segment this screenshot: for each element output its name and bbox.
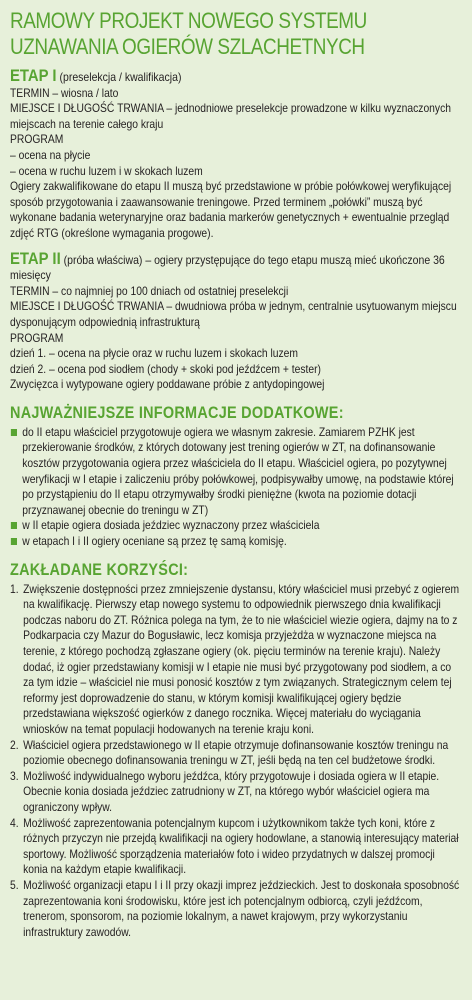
list-item-text: do II etapu właściciel przygotowuje ogiera we własnym zakresie. Zamiarem PZHK jest przekierowanie środków, z których dotowany jest trening ogierów w ZT, na dofinansowanie kosztów przygotowania ogiera przez właściciela do II etapu. Właściciel ogiera, po pozytywnej weryfikacji w I etapie i zaliczeniu próby połówkowej, podpisywałby umowę, na podstawie której po przystąpieniu do II etapu otrzymywałby środki pieniężne (kwota na poziomie dotacji przyznawanej obecnie do treningu w ZT) <box>22 424 454 517</box>
list-item <box>10 769 460 816</box>
benefits-list <box>10 582 460 941</box>
item-number: 5. <box>10 877 19 892</box>
etap-2-day-1: dzień 1. – ocena na płycie oraz w ruchu luzem i skokach luzem <box>10 346 299 361</box>
etap-1-program-item: – ocena w ruchu luzem i w skokach luzem <box>10 163 203 178</box>
etap-1-note: Ogiery zakwalifikowane do etapu II muszą być przedstawione w próbie połówkowej weryfikującej sposób przygotowania i zaawansowanie treningowe. Przed terminem „połówki” muszą być wykonane badania weterynaryjne oraz badania markerów genetycznych + ewentualnie przegląd zdjęć RTG (określone wymagania progowe). <box>10 179 452 240</box>
etap-1-label: ETAP I <box>10 66 57 85</box>
etap-2-day-2: dzień 2. – ocena pod siodłem (chody + skoki pod jeźdźcem + tester) <box>10 361 321 376</box>
info-section <box>10 403 460 550</box>
etap-2-program-label: PROGRAM <box>10 330 64 345</box>
etap-2-miejsce: MIEJSCE I DŁUGOŚĆ TRWANIA – dwudniowa próba w jednym, centralnie usytuowanym miejscu dysponującym odpowiednią infrastrukturą <box>10 299 457 329</box>
etap-2-label: ETAP II <box>10 248 61 268</box>
item-number: 2. <box>10 737 19 752</box>
square-bullet-icon <box>11 429 17 436</box>
list-item-text: Właściciel ogiera przedstawionego w II etapie otrzymuje dofinansowanie kosztów treningu na poziomie obecnego dofinansowania treningu w ZT, jeśli będą na ten cel budżetowe środki. <box>23 737 449 768</box>
list-item <box>10 738 460 769</box>
etap-1-miejsce: MIEJSCE I DŁUGOŚĆ TRWANIA – jednodniowe preselekcje prowadzone w kilku wyznaczonych miejscach na terenie całego kraju <box>10 101 451 131</box>
etap-2-termin: TERMIN – co najmniej po 100 dniach od ostatniej preselekcji <box>10 283 289 298</box>
list-item-text: w II etapie ogiera dosiada jeździec wyznaczony przez właściciela <box>22 518 320 533</box>
etap-2-subheading: (próba właściwa) – ogiery przystępujące do tego etapu muszą mieć ukończone 36 miesięcy <box>10 252 445 283</box>
article-body <box>10 68 460 940</box>
etap-1-subheading: (preselekcja / kwalifikacja) <box>56 70 182 84</box>
article-title <box>10 8 457 60</box>
etap-2-section <box>10 248 460 393</box>
etap-1-program-item: – ocena na płycie <box>10 147 91 162</box>
etap-2-note: Zwycięzca i wytypowane ogiery poddawane próbie z antydopingowej <box>10 377 325 392</box>
etap-1-heading <box>10 68 460 86</box>
info-list <box>10 425 460 550</box>
list-item <box>10 878 460 940</box>
list-item <box>10 534 460 550</box>
list-item-text: Możliwość organizacji etapu I i II przy okazji imprez jeździeckich. Jest to doskonała sposobność zaprezentowania koni środowisku, które jest ich potencjalnym odbiorcą, czyli jeźdźcom, trenerom, sponsorom, na poziomie lokalnym, a nawet krajowym, przy wykorzystaniu infrastruktury zawodów. <box>23 877 460 939</box>
list-item-text: Zwiększenie dostępności przez zmniejszenie dystansu, który właściciel musi przebyć z ogierem na kwalifikację. Pierwszy etap nowego systemu to odpowiednik pierwszego dnia kwalifikacji podczas naboru do ZT. Różnica polega na tym, że to nie właściciel wiezie ogiera, dajmy na to z Podkarpacia czy Mazur do Bogusławic, lecz komisja przyjeżdża w wyznaczone miejsca na terenie, z którego pochodzą zgłaszane ogiery (ok. pięciu terminów na terenie kraju). Należy dodać, iż ogier przedstawiany komisji w I etapie nie musi być przygotowany pod siodłem, a co za tym idzie – właściciel nie musi ponosić kosztów z tym związanych. Strategicznym celem tej reformy jest doprowadzenie do stanu, w którym komisji kwalifikującej ogiery będzie przedstawiana większość ogierków z danego rocznika. Więcej materiału do wyciągania wniosków na temat populacji hodowanych na terenie kraju koni. <box>23 581 460 736</box>
info-heading: NAJWAŻNIEJSZE INFORMACJE DODATKOWE: <box>10 403 344 422</box>
item-number: 4. <box>10 815 19 830</box>
list-item <box>10 518 460 534</box>
etap-2-heading <box>10 248 460 284</box>
square-bullet-icon <box>11 538 17 545</box>
list-item <box>10 425 460 519</box>
etap-1-section <box>10 68 460 242</box>
list-item-text: Możliwość indywidualnego wyboru jeźdźca, który przygotowuje i dosiada ogiera w II etapie. Obecnie konia dosiada jeździec zatrudniony w ZT, na którego wybór właściciel ogiera ma ograniczony wpływ. <box>23 768 440 814</box>
square-bullet-icon <box>11 522 17 529</box>
list-item <box>10 816 460 878</box>
list-item <box>10 582 460 738</box>
item-number: 1. <box>10 581 19 596</box>
benefits-heading: ZAKŁADANE KORZYŚCI: <box>10 560 189 579</box>
title-line-1: RAMOWY PROJEKT NOWEGO SYSTEMU <box>10 8 367 33</box>
benefits-section <box>10 560 460 941</box>
title-line-2: UZNAWANIA OGIERÓW SZLACHETNYCH <box>10 34 365 59</box>
etap-1-termin: TERMIN – wiosna / lato <box>10 85 119 100</box>
item-number: 3. <box>10 768 19 783</box>
etap-1-program-label: PROGRAM <box>10 132 64 147</box>
list-item-text: Możliwość zaprezentowania potencjalnym kupcom i użytkownikom także tych koni, które z różnych przyczyn nie przejdą kwalifikacji na ogiery hodowlane, a stanowią interesujący materiał sportowy. Możliwość sporządzenia materiałów foto i wideo przydatnych w dalszej promocji konia na każdym etapie kwalifikacji. <box>23 815 459 877</box>
list-item-text: w etapach I i II ogiery oceniane są przez tę samą komisję. <box>22 534 287 549</box>
